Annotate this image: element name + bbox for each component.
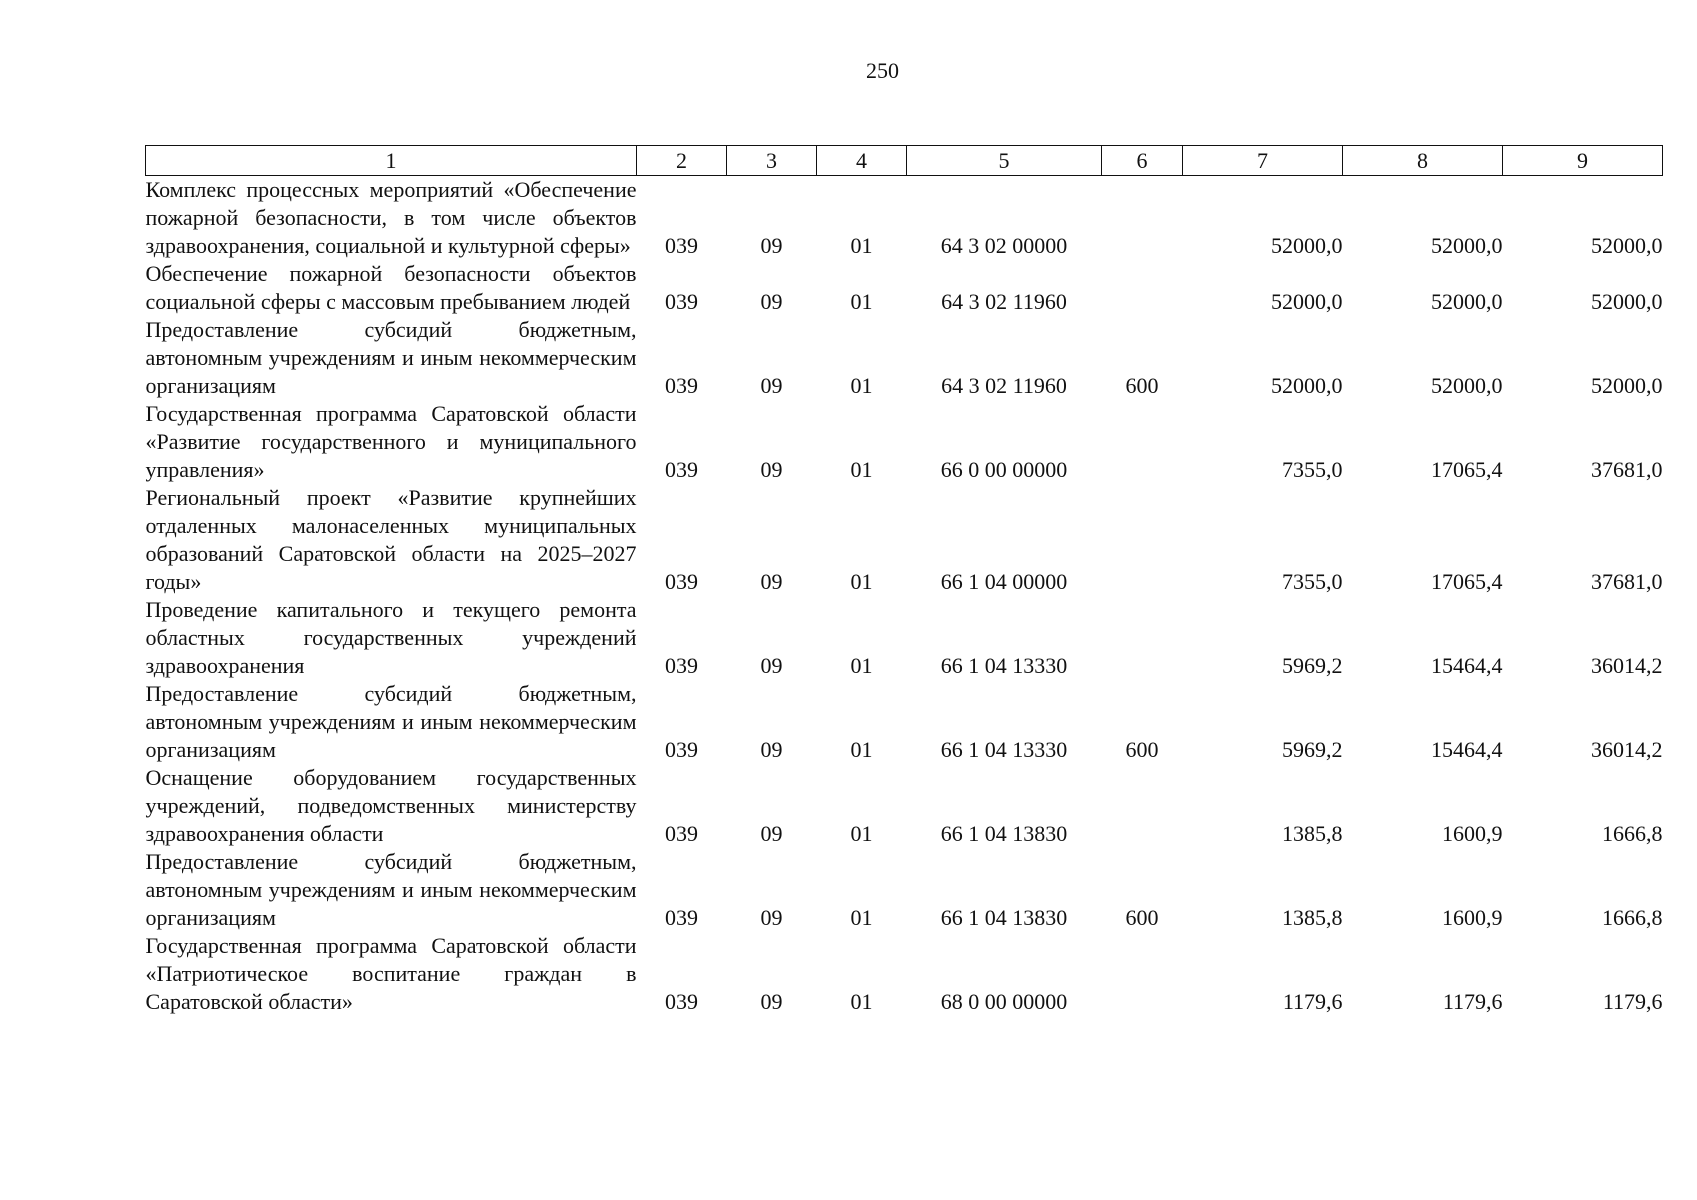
table-row bbox=[146, 932, 1663, 1016]
row-name: Обеспечение пожарной безопасности объектов социальной сферы с массовым пребыванием людей bbox=[145, 261, 637, 314]
row-name: Государственная программа Саратовской области «Развитие государственного и муниципального управления» bbox=[145, 401, 637, 482]
expense-type-code bbox=[1102, 764, 1183, 848]
ministry-code: 039 bbox=[665, 989, 698, 1014]
target-article-code: 66 1 04 13330 bbox=[940, 737, 1068, 762]
expense-type-code bbox=[1102, 400, 1183, 484]
amount-year-1: 7355,0 bbox=[1282, 457, 1343, 482]
subsection-code: 01 bbox=[850, 457, 873, 482]
amount-year-2: 52000,0 bbox=[1431, 233, 1503, 258]
row-name: Комплекс процессных мероприятий «Обеспечение пожарной безопасности, в том числе объектов здравоохранения, социальной и культурной сферы» bbox=[145, 177, 637, 258]
section-code: 09 bbox=[760, 289, 783, 314]
target-article-code: 64 3 02 11960 bbox=[941, 373, 1067, 398]
amount-year-3: 36014,2 bbox=[1591, 653, 1663, 678]
subsection-code: 01 bbox=[850, 821, 873, 846]
section-code: 09 bbox=[760, 569, 783, 594]
amount-year-1: 1385,8 bbox=[1282, 905, 1343, 930]
ministry-code: 039 bbox=[665, 821, 698, 846]
amount-year-3: 1666,8 bbox=[1602, 905, 1663, 930]
amount-year-3: 36014,2 bbox=[1591, 737, 1663, 762]
column-header: 6 bbox=[1102, 146, 1183, 176]
row-name: Предоставление субсидий бюджетным, автономным учреждениям и иным некоммерческим организациям bbox=[145, 317, 637, 398]
amount-year-1: 1179,6 bbox=[1282, 989, 1343, 1014]
target-article-code: 66 1 04 13830 bbox=[940, 905, 1068, 930]
target-article-code: 68 0 00 00000 bbox=[940, 989, 1068, 1014]
target-article-code: 66 0 00 00000 bbox=[940, 457, 1068, 482]
table-row bbox=[146, 316, 1663, 400]
section-code: 09 bbox=[760, 653, 783, 678]
page-number: 250 bbox=[866, 58, 899, 83]
subsection-code: 01 bbox=[850, 989, 873, 1014]
target-article-code: 66 1 04 00000 bbox=[940, 569, 1068, 594]
amount-year-3: 1666,8 bbox=[1602, 821, 1663, 846]
budget-table bbox=[145, 145, 1663, 1016]
amount-year-2: 15464,4 bbox=[1431, 737, 1503, 762]
column-header: 9 bbox=[1503, 146, 1663, 176]
table-row bbox=[146, 400, 1663, 484]
section-code: 09 bbox=[760, 989, 783, 1014]
target-article-code: 64 3 02 00000 bbox=[940, 233, 1068, 258]
section-code: 09 bbox=[760, 233, 783, 258]
ministry-code: 039 bbox=[665, 905, 698, 930]
expense-type-code bbox=[1102, 932, 1183, 1016]
amount-year-1: 5969,2 bbox=[1282, 737, 1343, 762]
amount-year-2: 52000,0 bbox=[1431, 373, 1503, 398]
ministry-code: 039 bbox=[665, 569, 698, 594]
header-row bbox=[146, 146, 1663, 176]
ministry-code: 039 bbox=[665, 653, 698, 678]
row-name: Предоставление субсидий бюджетным, автономным учреждениям и иным некоммерческим организациям bbox=[145, 681, 637, 762]
ministry-code: 039 bbox=[665, 457, 698, 482]
expense-type-code: 600 bbox=[1125, 373, 1159, 398]
expense-type-code: 600 bbox=[1125, 905, 1159, 930]
expense-type-code bbox=[1102, 260, 1183, 316]
expense-type-code: 600 bbox=[1125, 737, 1159, 762]
subsection-code: 01 bbox=[850, 373, 873, 398]
amount-year-1: 52000,0 bbox=[1271, 373, 1343, 398]
row-name: Государственная программа Саратовской области «Патриотическое воспитание граждан в Саратовской области» bbox=[145, 933, 637, 1014]
amount-year-2: 15464,4 bbox=[1431, 653, 1503, 678]
subsection-code: 01 bbox=[850, 737, 873, 762]
amount-year-2: 52000,0 bbox=[1431, 289, 1503, 314]
row-name: Проведение капитального и текущего ремонта областных государственных учреждений здравоохранения bbox=[145, 597, 637, 678]
section-code: 09 bbox=[760, 457, 783, 482]
subsection-code: 01 bbox=[850, 653, 873, 678]
amount-year-3: 37681,0 bbox=[1591, 457, 1663, 482]
ministry-code: 039 bbox=[665, 233, 698, 258]
section-code: 09 bbox=[760, 737, 783, 762]
row-name: Региональный проект «Развитие крупнейших отдаленных малонаселенных муниципальных образований Саратовской области на 2025–2027 годы» bbox=[145, 485, 637, 594]
amount-year-1: 5969,2 bbox=[1282, 653, 1343, 678]
column-header: 7 bbox=[1183, 146, 1343, 176]
target-article-code: 66 1 04 13330 bbox=[940, 653, 1068, 678]
amount-year-1: 52000,0 bbox=[1271, 289, 1343, 314]
amount-year-2: 1600,9 bbox=[1442, 821, 1503, 846]
amount-year-2: 17065,4 bbox=[1431, 457, 1503, 482]
column-header: 2 bbox=[637, 146, 727, 176]
column-header: 8 bbox=[1343, 146, 1503, 176]
table-row bbox=[146, 260, 1663, 316]
expense-type-code bbox=[1102, 596, 1183, 680]
ministry-code: 039 bbox=[665, 373, 698, 398]
table-row bbox=[146, 484, 1663, 596]
ministry-code: 039 bbox=[665, 737, 698, 762]
row-name: Оснащение оборудованием государственных учреждений, подведомственных министерству здравоохранения области bbox=[145, 765, 637, 846]
subsection-code: 01 bbox=[850, 289, 873, 314]
section-code: 09 bbox=[760, 373, 783, 398]
table-row bbox=[146, 596, 1663, 680]
subsection-code: 01 bbox=[850, 233, 873, 258]
target-article-code: 64 3 02 11960 bbox=[941, 289, 1067, 314]
amount-year-3: 52000,0 bbox=[1591, 289, 1663, 314]
amount-year-1: 7355,0 bbox=[1282, 569, 1343, 594]
amount-year-3: 52000,0 bbox=[1591, 233, 1663, 258]
amount-year-1: 52000,0 bbox=[1271, 233, 1343, 258]
table-row bbox=[146, 680, 1663, 764]
amount-year-3: 1179,6 bbox=[1602, 989, 1663, 1014]
row-name: Предоставление субсидий бюджетным, автономным учреждениям и иным некоммерческим организациям bbox=[145, 849, 637, 930]
amount-year-2: 1600,9 bbox=[1442, 905, 1503, 930]
subsection-code: 01 bbox=[850, 569, 873, 594]
column-header: 3 bbox=[727, 146, 817, 176]
column-header: 5 bbox=[907, 146, 1102, 176]
amount-year-1: 1385,8 bbox=[1282, 821, 1343, 846]
column-header: 1 bbox=[146, 146, 637, 176]
ministry-code: 039 bbox=[665, 289, 698, 314]
column-header: 4 bbox=[817, 146, 907, 176]
amount-year-2: 17065,4 bbox=[1431, 569, 1503, 594]
table-row bbox=[146, 764, 1663, 848]
subsection-code: 01 bbox=[850, 905, 873, 930]
expense-type-code bbox=[1102, 176, 1183, 261]
amount-year-3: 52000,0 bbox=[1591, 373, 1663, 398]
amount-year-3: 37681,0 bbox=[1591, 569, 1663, 594]
section-code: 09 bbox=[760, 905, 783, 930]
section-code: 09 bbox=[760, 821, 783, 846]
expense-type-code bbox=[1102, 484, 1183, 596]
table-row bbox=[146, 176, 1663, 261]
target-article-code: 66 1 04 13830 bbox=[940, 821, 1068, 846]
table-row bbox=[146, 848, 1663, 932]
amount-year-2: 1179,6 bbox=[1442, 989, 1503, 1014]
